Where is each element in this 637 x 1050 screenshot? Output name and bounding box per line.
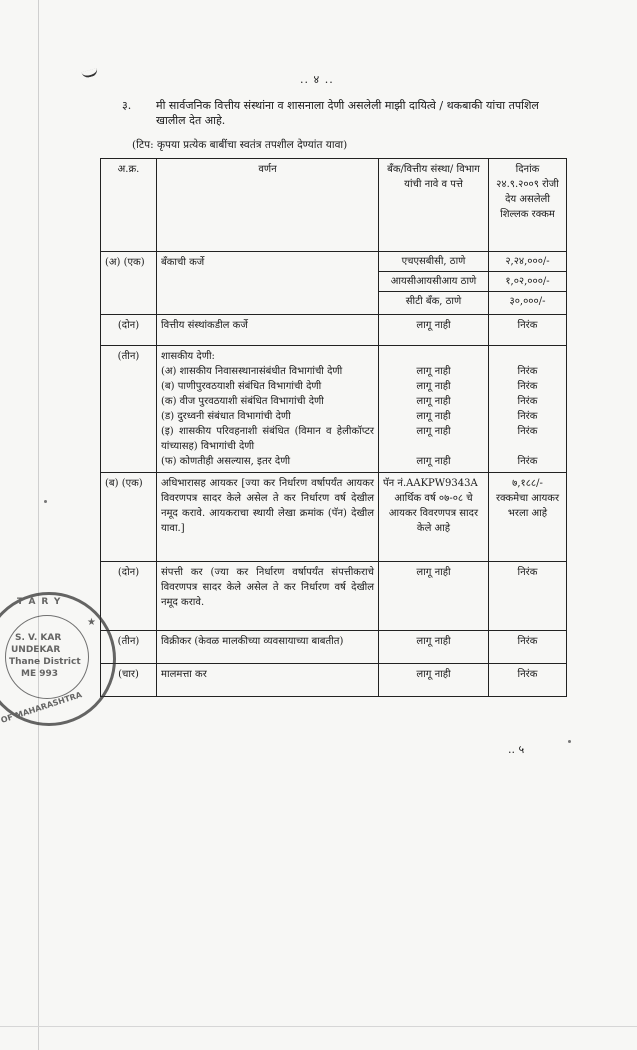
page-edge-bottom xyxy=(0,1026,637,1027)
wealth-tax-description: संपत्ती कर (ज्या कर निर्धारण वर्षापर्यंत संपत्तीकराचे विवरणपत्र सादर केले असेल ते कर निर्धारण वर्ष देखील नमूद करावे. xyxy=(157,562,379,631)
next-page-marker: .. ५ xyxy=(508,743,525,756)
government-serial: (तीन) xyxy=(101,346,157,473)
pan-number: पॅन नं.AAKPW9343A xyxy=(383,478,478,489)
government-balance: निरंक xyxy=(517,381,538,392)
government-balance: निरंक xyxy=(517,366,538,377)
income-tax-serial: (ब) (एक) xyxy=(101,473,157,562)
scan-speck xyxy=(44,500,47,503)
header-institution: बँक/वित्तीय संस्था/ विभाग यांची नावे व पत्ते xyxy=(379,159,489,252)
government-item: (इ) शासकीय परिवहनाशी संबंधित (विमान व हेलीकॉप्टर यांच्यासह) विभागांची देणी xyxy=(161,426,374,452)
financial-serial: (दोन) xyxy=(101,315,157,346)
header-description: वर्णन xyxy=(157,159,379,252)
header-balance: दिनांक २४.९.२००९ रोजी देय असलेली शिल्लक रक्कम xyxy=(489,159,567,252)
government-item: (अ) शासकीय निवासस्थानासंबंधीत विभागांची देणी xyxy=(161,366,343,377)
spacer xyxy=(493,439,562,454)
property-tax-institution: लागू नाही xyxy=(379,664,489,697)
government-institution: लागू नाही xyxy=(416,381,451,392)
income-tax-institution-cell xyxy=(379,473,489,562)
government-item: (ड) दुरध्वनी संबंधात विभागांची देणी xyxy=(161,411,291,422)
spacer xyxy=(383,439,484,454)
government-item: (फ) कोणतीही असल्यास, इतर देणी xyxy=(161,456,291,467)
property-tax-description: मालमत्ता कर xyxy=(157,664,379,697)
page-edge xyxy=(38,0,39,1050)
sales-tax-institution: लागू नाही xyxy=(379,631,489,664)
stamp-line: Thane District xyxy=(9,657,81,667)
income-tax-amount: ७,१८८/- xyxy=(512,478,543,489)
stamp-line: ME 993 xyxy=(21,669,59,679)
government-institution: लागू नाही xyxy=(416,411,451,422)
government-institution: लागू नाही xyxy=(416,456,451,467)
scan-speck xyxy=(568,740,571,743)
bank-name: सीटी बँक, ठाणे xyxy=(405,296,462,307)
sales-tax-serial: (तीन) xyxy=(101,631,157,664)
bank-names-cell xyxy=(379,252,489,315)
wealth-tax-balance: निरंक xyxy=(489,562,567,631)
government-balance-cell xyxy=(489,346,567,473)
income-tax-balance-cell xyxy=(489,473,567,562)
bank-name: आयसीआयसीआय ठाणे xyxy=(379,272,488,292)
return-note: आर्थिक वर्ष ०७-०८ चे आयकर विवरणपत्र सादर केले आहे xyxy=(388,493,479,534)
section-number: ३. xyxy=(122,99,132,112)
income-tax-description: अधिभारासह आयकर [ज्या कर निर्धारण वर्षापर्यंत आयकर विवरणपत्र सादर केले असेल ते कर निर्धारण वर्ष देखील नमूद करावे. आयकराचा स्थायी लेखा क्रमांक (पॅन) देखील यावा.] xyxy=(157,473,379,562)
government-heading: शासकीय देणी: xyxy=(161,351,215,362)
government-institution: लागू नाही xyxy=(416,426,451,437)
bank-name: एचएसबीसी, ठाणे xyxy=(379,252,488,272)
table-row-income-tax xyxy=(101,473,567,562)
section-intro xyxy=(122,98,542,128)
wealth-tax-institution: लागू नाही xyxy=(379,562,489,631)
table-row-wealth-tax xyxy=(101,562,567,631)
sales-tax-description: विक्रीकर (केवळ मालकीच्या व्यवसायाच्या बाबतीत) xyxy=(157,631,379,664)
tip-note: (टिप: कृपया प्रत्येक बाबींचा स्वतंत्र तपशील देण्यांत यावा) xyxy=(132,139,348,151)
bank-loans-description: बँकाची कर्जे xyxy=(157,252,379,315)
government-institution: लागू नाही xyxy=(416,366,451,377)
stamp-ring-bottom: OF MAHARASHTRA xyxy=(0,690,84,725)
government-institution-cell xyxy=(379,346,489,473)
government-balance: निरंक xyxy=(517,456,538,467)
spacer xyxy=(383,349,484,364)
bank-loans-serial: (अ) (एक) xyxy=(101,252,157,315)
header-serial: अ.क्र. xyxy=(101,159,157,252)
property-tax-serial: (चार) xyxy=(101,664,157,697)
section-text: मी सार्वजनिक वित्तीय संस्थांना व शासनाला देणी असलेली माझी दायित्वे / थकबाकी यांचा तपशिल खालील देत आहे. xyxy=(156,99,539,127)
government-balance: निरंक xyxy=(517,396,538,407)
government-balance: निरंक xyxy=(517,411,538,422)
table-row-property-tax xyxy=(101,664,567,697)
sales-tax-balance: निरंक xyxy=(489,631,567,664)
notary-stamp xyxy=(0,592,116,726)
government-description-cell xyxy=(157,346,379,473)
financial-balance: निरंक xyxy=(489,315,567,346)
income-tax-amount-note: रक्कमेचा आयकर भरला आहे xyxy=(495,493,560,519)
spacer xyxy=(493,349,562,364)
bank-amount: ३०,०००/- xyxy=(509,296,546,307)
financial-description: वित्तीय संस्थांकडील कर्जे xyxy=(157,315,379,346)
table-row-financial-institutions xyxy=(101,315,567,346)
government-institution: लागू नाही xyxy=(416,396,451,407)
stamp-ring-top: TARY xyxy=(17,597,67,607)
stamp-line: S. V. KAR xyxy=(15,633,62,643)
bank-amount: २,२४,०००/- xyxy=(489,252,566,272)
table-row-bank-loans xyxy=(101,252,567,315)
government-item: (ब) पाणीपुरवठयाशी संबंधित विभागांची देणी xyxy=(161,381,322,392)
bank-amounts-cell xyxy=(489,252,567,315)
table-header-row xyxy=(101,159,567,252)
financial-institution: लागू नाही xyxy=(379,315,489,346)
table-row-government-dues xyxy=(101,346,567,473)
pen-mark xyxy=(81,68,98,79)
property-tax-balance: निरंक xyxy=(489,664,567,697)
star-icon: ★ xyxy=(87,617,96,628)
table-row-sales-tax xyxy=(101,631,567,664)
page-number: .. ४ .. xyxy=(300,73,334,86)
government-balance: निरंक xyxy=(517,426,538,437)
bank-amount: १,०२,०००/- xyxy=(489,272,566,292)
stamp-line: UNDEKAR xyxy=(11,645,61,655)
liabilities-table xyxy=(100,158,567,697)
wealth-tax-serial: (दोन) xyxy=(101,562,157,631)
government-item: (क) वीज पुरवठयाशी संबंधित विभागांची देणी xyxy=(161,396,324,407)
